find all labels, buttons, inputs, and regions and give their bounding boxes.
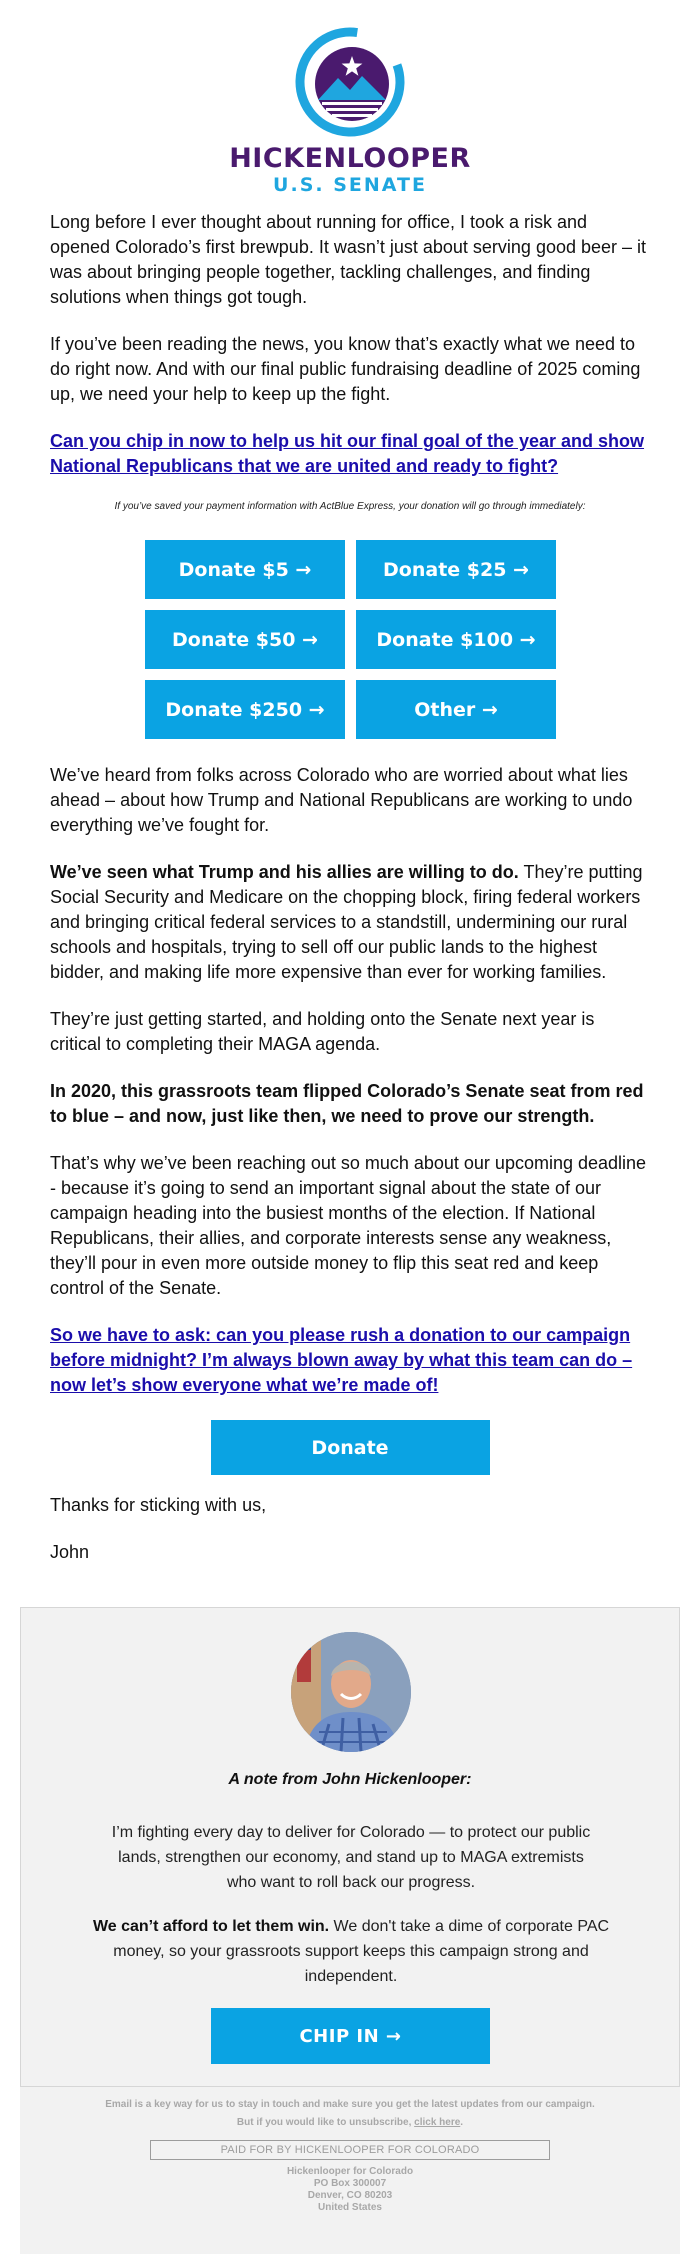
email-footer — [20, 2087, 680, 2254]
address-line-1: Hickenlooper for Colorado — [286, 2166, 414, 2177]
rush-donation-link[interactable]: So we have to ask: can you please rush a donation to our campaign before midnight? I’m always blown away by what this team can do – now let’s show everyone what we’re made of! — [50, 1325, 633, 1395]
actblue-express-note: If you’ve saved your payment information with ActBlue Express, your donation will go through immediately: — [114, 501, 586, 512]
address-line-4: United States — [318, 2202, 382, 2213]
donate-50-button[interactable]: Donate $50 → — [145, 610, 345, 669]
paragraph-2020-flip — [50, 1079, 650, 1129]
paragraph-maga-agenda: They’re just getting started, and holding onto the Senate next year is critical to completing their MAGA agenda. — [50, 1009, 595, 1054]
chip-in-button[interactable]: CHIP IN → — [211, 2008, 490, 2064]
campaign-logo[interactable] — [0, 26, 700, 196]
brand-name: HICKENLOOPER — [229, 143, 471, 174]
donate-250-button[interactable]: Donate $250 → — [145, 680, 345, 739]
note-from-john-card — [20, 1607, 680, 2087]
paragraph-deadline: If you’ve been reading the news, you know that’s exactly what we need to do right now. And with our final public fundraising deadline of 2025 coming up, we need your help to keep up the fight. — [50, 334, 641, 404]
paragraph-trump-allies-lead: We’ve seen what Trump and his allies are willing to do. — [50, 862, 519, 882]
footer-unsubscribe-suffix: . — [460, 2117, 464, 2128]
portrait-photo-icon — [291, 1632, 411, 1752]
paragraph-reaching-out: That’s why we’ve been reaching out so much about our upcoming deadline - because it’s going to send an important signal about the state of our campaign heading into the busiest months of the election. If National Republicans, their allies, and corporate interests sense any weakness, they’ll pour in even more outside money to flip this seat red and keep control of the Senate. — [50, 1153, 647, 1298]
signature-name: John — [50, 1542, 90, 1562]
address-line-2: PO Box 300007 — [313, 2178, 387, 2189]
footer-email-note: Email is a key way for us to stay in touch and make sure you get the latest updates from our campaign. — [105, 2099, 595, 2110]
unsubscribe-link[interactable]: click here — [414, 2117, 461, 2128]
note-paragraph-cant-afford — [91, 1914, 611, 1989]
brand-subtitle: U.S. SENATE — [273, 174, 427, 196]
paid-for-disclaimer: PAID FOR BY HICKENLOOPER FOR COLORADO — [150, 2140, 550, 2160]
note-title: A note from John Hickenlooper: — [228, 1771, 472, 1788]
donate-button-grid — [145, 540, 555, 739]
note-paragraph-lead: We can’t afford to let them win. — [92, 1918, 330, 1935]
footer-unsubscribe-line — [20, 2114, 680, 2132]
donate-other-button[interactable]: Other → — [356, 680, 556, 739]
donate-25-button[interactable]: Donate $25 → — [356, 540, 556, 599]
note-paragraph-fighting: I’m fighting every day to deliver for Colorado — to protect our public lands, strengthen our economy, and stand up to MAGA extremists who want to roll back our progress. — [111, 1824, 591, 1891]
email-body — [50, 210, 650, 1587]
paragraph-folks-worried: We’ve heard from folks across Colorado who are worried about what lies ahead – about how Trump and National Republicans are working to undo everything we’ve fought for. — [50, 765, 633, 835]
paragraph-brewpub: Long before I ever thought about running for office, I took a risk and opened Colorado’s first brewpub. It wasn’t just about serving good beer – it was about bringing people together, tackling challenges, and finding solutions when things got tough. — [50, 212, 647, 307]
address-line-3: Denver, CO 80203 — [307, 2190, 393, 2201]
footer-unsubscribe-prefix: But if you would like to unsubscribe, — [236, 2117, 415, 2128]
chip-in-link[interactable]: Can you chip in now to help us hit our final goal of the year and show National Republicans that we are united and ready to fight? — [50, 431, 645, 476]
donate-5-button[interactable]: Donate $5 → — [145, 540, 345, 599]
john-hickenlooper-avatar — [291, 1632, 411, 1752]
signoff-text: Thanks for sticking with us, — [50, 1495, 267, 1515]
note-paragraph-rest: We don't take a dime of corporate PAC money, so your grassroots support keeps this campaign strong and independent. — [113, 1918, 610, 1985]
paragraph-trump-allies-rest: They’re putting Social Security and Medicare on the chopping block, firing federal workers and bringing critical federal services to a standstill, undermining our rural schools and hospitals, trying to sell off our public lands to the highest bidder, and making life more expensive than ever for working families. — [50, 862, 643, 982]
donate-100-button[interactable]: Donate $100 → — [356, 610, 556, 669]
donate-button[interactable]: Donate — [211, 1420, 490, 1475]
paragraph-trump-allies — [50, 860, 650, 985]
hickenlooper-logo-icon — [294, 26, 406, 138]
paragraph-2020-flip-bold: In 2020, this grassroots team flipped Colorado’s Senate seat from red to blue – and now, just like then, we need to prove our strength. — [50, 1081, 644, 1126]
